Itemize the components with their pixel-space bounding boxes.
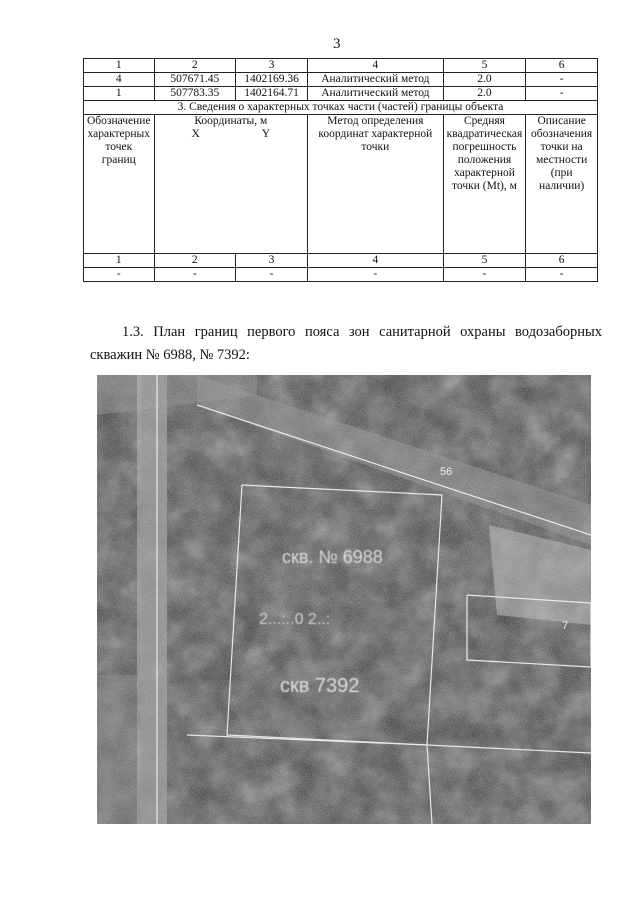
parcel-label-right: 7: [562, 620, 569, 632]
table-cell: 1402169.36: [235, 73, 307, 87]
plan-caption: [90, 321, 602, 367]
table-cell: 6: [526, 59, 598, 73]
table-cell: 3: [235, 254, 307, 268]
x-label: X: [191, 128, 200, 140]
page-number: 3: [333, 36, 341, 52]
table-cell: 507671.45: [154, 73, 235, 87]
table-cell: -: [526, 87, 598, 101]
table-cell: 2.0: [443, 87, 526, 101]
table-header-row: [84, 59, 598, 73]
table-cell: -: [84, 268, 155, 282]
aerial-photo-graphic: [97, 375, 591, 824]
col-method-header: Метод определения координат характерной точки: [308, 115, 444, 254]
table-cell: 5: [443, 254, 526, 268]
table-cell: 1: [84, 254, 155, 268]
coordinates-header: [154, 115, 307, 254]
well-label-7392: скв 7392: [280, 675, 360, 697]
table-cell: 1402164.71: [235, 87, 307, 101]
table-cell: Аналитический метод: [308, 87, 444, 101]
table-cell: -: [526, 268, 598, 282]
table-cell: 2.0: [443, 73, 526, 87]
table-cell: -: [154, 268, 235, 282]
table-cell: 4: [308, 59, 444, 73]
section-dash-row: [84, 268, 598, 282]
section-header-row: [84, 115, 598, 254]
parcel-label-56: 56: [440, 466, 453, 478]
plan-caption-line-2: скважин № 6988, № 7392:: [90, 347, 250, 363]
table-cell: 6: [526, 254, 598, 268]
col-description-header: Описание обозначения точки на местности (при наличии): [526, 115, 598, 254]
table-cell: -: [526, 73, 598, 87]
col-error-header: Средняя квадратическая погрешность положения характерной точки (Mt), м: [443, 115, 526, 254]
table-cell: 4: [84, 73, 155, 87]
table-cell: 1: [84, 87, 155, 101]
section-title: 3. Сведения о характерных точках части (частей) границы объекта: [84, 101, 598, 115]
table-cell: 5: [443, 59, 526, 73]
well-label-6988: скв. № 6988: [282, 547, 383, 567]
col-designation-header: Обозначение характерных точек границ: [84, 115, 155, 254]
table-cell: 507783.35: [154, 87, 235, 101]
table-cell: Аналитический метод: [308, 73, 444, 87]
table-cell: 4: [308, 254, 444, 268]
table-cell: 3: [235, 59, 307, 73]
parcel-label-mid: 2...:..0 2..:: [259, 611, 331, 628]
section-numbers-row: [84, 254, 598, 268]
section-title-row: [84, 101, 598, 115]
table-row: [84, 73, 598, 87]
table-cell: 2: [154, 59, 235, 73]
y-label: Y: [261, 128, 271, 140]
aerial-plan-image: [97, 375, 591, 824]
table-cell: 2: [154, 254, 235, 268]
table-cell: -: [235, 268, 307, 282]
coordinates-table: [83, 58, 598, 282]
table-cell: 1: [84, 59, 155, 73]
table-cell: -: [308, 268, 444, 282]
plan-caption-line-1: 1.3. План границ первого пояса зон санитарной охраны водозаборных: [122, 324, 602, 340]
table-cell: -: [443, 268, 526, 282]
coordinates-label: Координаты, м: [194, 115, 268, 127]
table-row: [84, 87, 598, 101]
